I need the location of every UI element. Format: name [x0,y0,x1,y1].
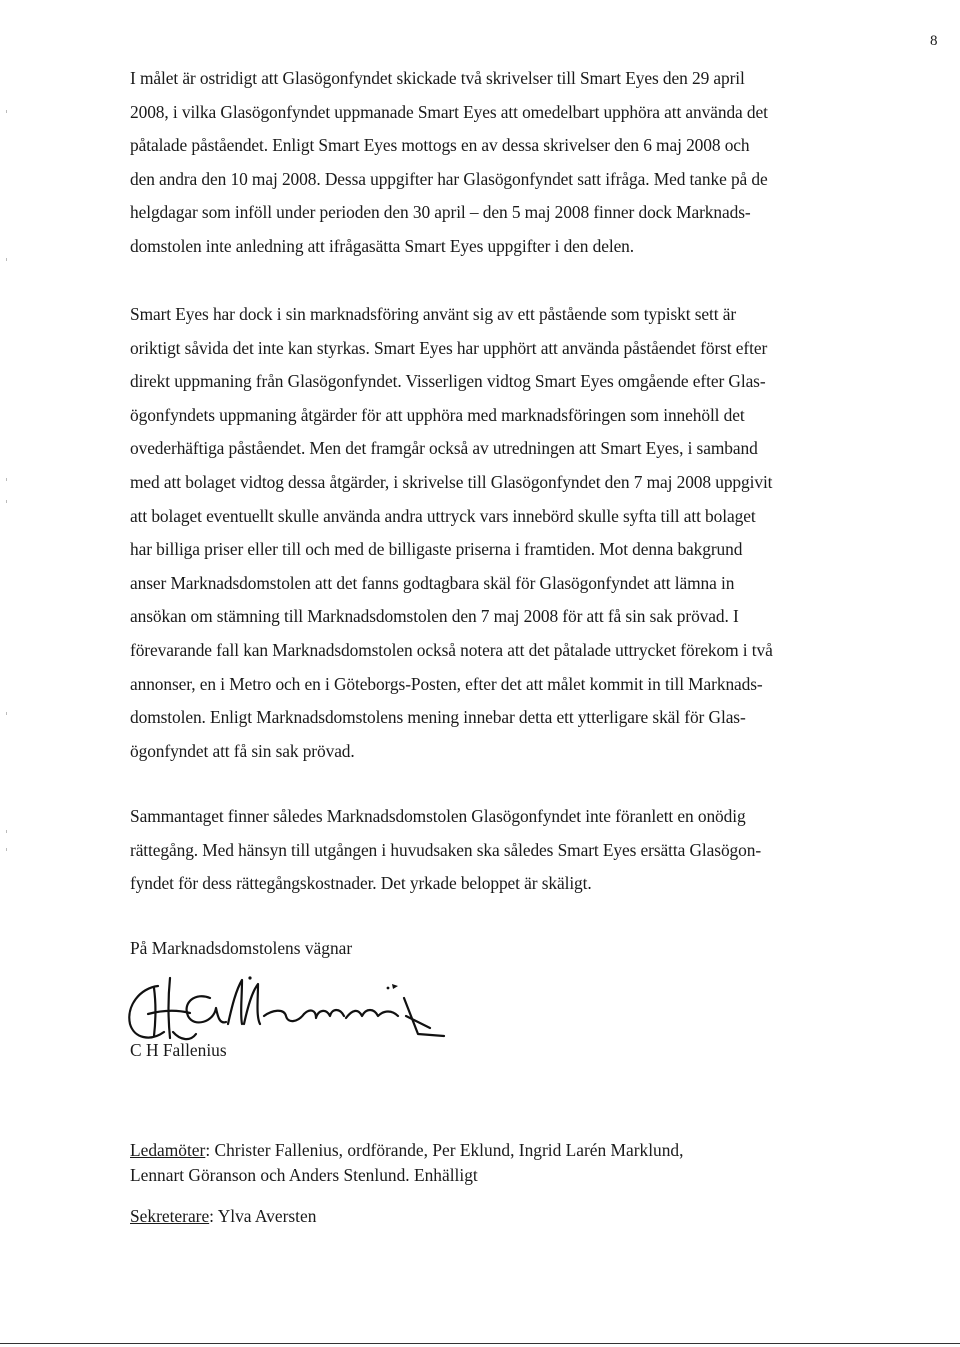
scan-speck [6,478,7,481]
text-line: påtalade påståendet. Enligt Smart Eyes mottogs en av dessa skrivelser den 6 maj 2008 och [130,135,750,156]
members-label: Ledamöter [130,1140,206,1160]
scan-speck [6,712,7,715]
page-number: 8 [930,33,938,49]
text-line: med att bolaget vidtog dessa åtgärder, i skrivelse till Glasögonfyndet den 7 maj 2008 uppgivit [130,471,773,492]
text-line: domstolen inte anledning att ifrågasätta Smart Eyes uppgifter i den delen. [130,235,635,256]
scan-margin-specks [6,0,10,1347]
scan-speck [6,258,7,261]
text-line: 2008, i vilka Glasögonfyndet uppmanade Smart Eyes att omedelbart upphöra att använda det [130,101,768,122]
members-line-1 [130,1138,683,1163]
text-line: ögonfyndets uppmaning åtgärder för att upphöra med marknadsföringen som innehöll det [130,404,745,425]
text-line: fyndet för dess rättegångskostnader. Det yrkade beloppet är skäligt. [130,873,592,894]
signature-intro: På Marknadsdomstolens vägnar [130,938,353,958]
scan-speck [6,830,7,833]
secretary-name: : Ylva Aversten [209,1206,317,1226]
paragraph-2 [130,298,860,768]
scan-speck [6,110,7,113]
members-names: : Christer Fallenius, ordförande, Per Eklund, Ingrid Larén Marklund, [205,1140,684,1160]
text-line: att bolaget eventuellt skulle använda andra uttryck vars innebörd skulle syfta till att bolaget [130,505,756,526]
text-line: anser Marknadsdomstolen att det fanns godtagbara skäl för Glasögonfyndet att lämna in [130,572,735,593]
text-line: ansökan om stämning till Marknadsdomstolen den 7 maj 2008 för att få sin sak prövad. I [130,606,739,627]
paragraph-1 [130,62,860,264]
members-block [130,1138,683,1188]
text-line: helgdagar som inföll under perioden den 30 april – den 5 maj 2008 finner dock Marknads- [130,202,751,223]
text-line: oriktigt såvida det inte kan styrkas. Smart Eyes har upphört att använda påståendet först efter [130,337,768,358]
text-line: Smart Eyes har dock i sin marknadsföring använt sig av ett påstående som typiskt sett är [130,304,737,324]
members-line-2: Lennart Göranson och Anders Stenlund. Enhälligt [130,1165,478,1185]
handwritten-signature [118,958,458,1053]
paragraph-3 [130,800,860,901]
signer-name: C H Fallenius [130,1040,227,1060]
text-line: den andra den 10 maj 2008. Dessa uppgifter har Glasögonfyndet satt ifråga. Med tanke på de [130,168,768,189]
text-line: domstolen. Enligt Marknadsdomstolens mening innebar detta ett ytterligare skäl för Glas- [130,707,746,728]
text-line: direkt uppmaning från Glasögonfyndet. Visserligen vidtog Smart Eyes omgående efter Glas- [130,371,766,392]
text-line: annonser, en i Metro och en i Göteborgs-Posten, efter det att målet kommit in till Marknads- [130,673,763,694]
scan-speck [6,500,7,503]
text-line: rättegång. Med hänsyn till utgången i huvudsaken ska således Smart Eyes ersätta Glasögon- [130,839,762,860]
scan-speck [6,848,7,851]
text-line: ovederhäftiga påståendet. Men det framgår också av utredningen att Smart Eyes, i samband [130,438,758,459]
text-line: har billiga priser eller till och med de billigaste priserna i framtiden. Mot denna bakgrund [130,539,743,560]
secretary-block [130,1206,316,1227]
bottom-rule [0,1343,960,1344]
secretary-label: Sekreterare [130,1206,210,1226]
text-line: I målet är ostridigt att Glasögonfyndet skickade två skrivelser till Smart Eyes den 29 april [130,68,745,88]
text-line: förevarande fall kan Marknadsdomstolen också notera att det påtalade uttrycket förekom i två [130,639,773,660]
text-line: ögonfyndet att få sin sak prövad. [130,740,355,761]
text-line: Sammantaget finner således Marknadsdomstolen Glasögonfyndet inte föranlett en onödig [130,806,746,826]
